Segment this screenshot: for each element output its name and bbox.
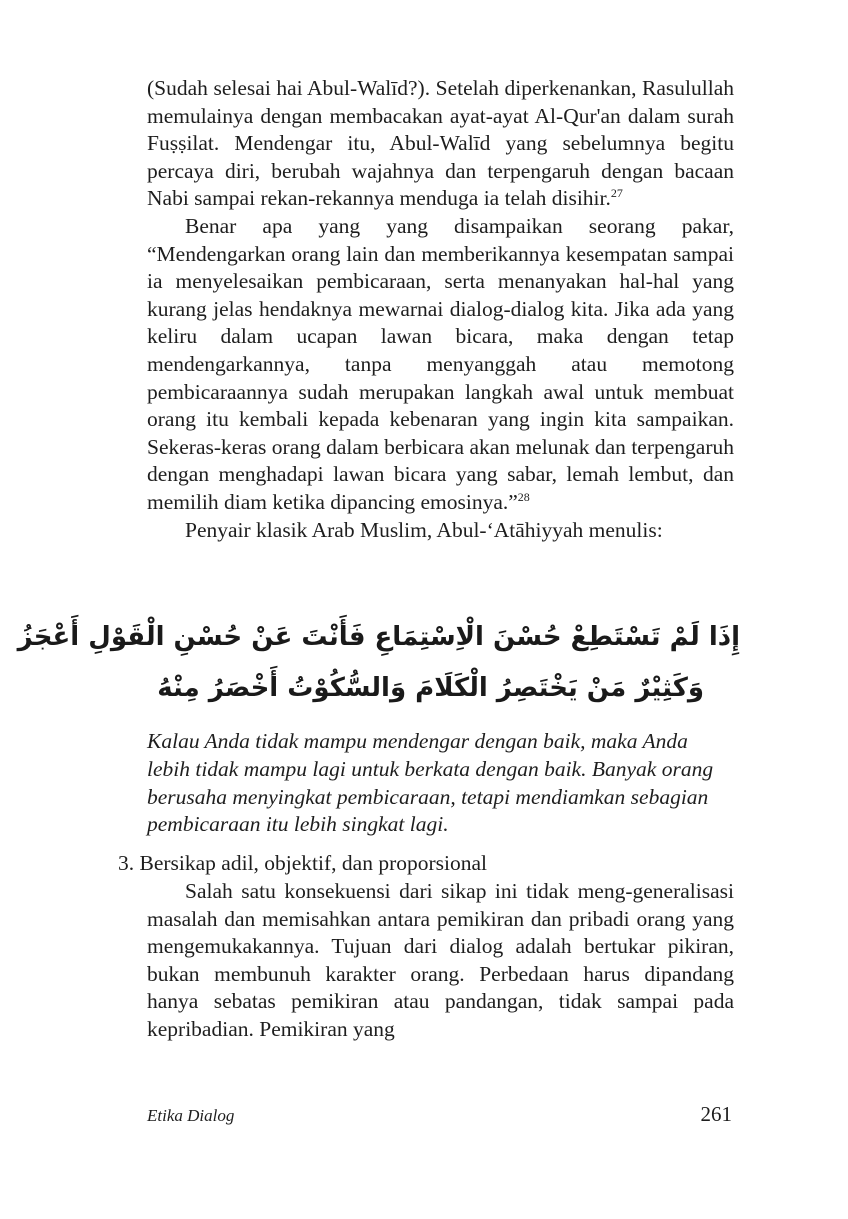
paragraph-abul-walid bbox=[147, 75, 734, 213]
arabic-poem-line-2: وَكَثِيْرٌ مَنْ يَخْتَصِرُ الْكَلَامَ وَالسُّكُوْتُ أَخْصَرُ مِنْهُ bbox=[157, 673, 704, 703]
translation-line: berusaha menyingkat pembicaraan, tetapi mendiamkan sebagian bbox=[147, 784, 709, 809]
poem-translation bbox=[147, 728, 734, 839]
section-3-heading: 3. Bersikap adil, objektif, dan proporsional bbox=[118, 851, 488, 875]
translation-line: Kalau Anda tidak mampu mendengar dengan baik, maka Anda bbox=[147, 729, 688, 753]
paragraph-1-text: (Sudah selesai hai Abul-Walīd?). Setelah diperkenankan, Rasulullah memulainya dengan membacakan ayat-ayat Al-Qur'an dalam surah Fuṣṣilat. Mendengar itu, Abul-Walīd yang sebelumnya begitu percaya diri, berubah wajahnya dan terpengaruh dengan bacaan Nabi sampai rekan-rekannya menduga ia telah disihir. bbox=[147, 76, 734, 211]
paragraph-poet-intro: Penyair klasik Arab Muslim, Abul-‘Atāhiyyah menulis: bbox=[185, 517, 663, 542]
body-text-top bbox=[147, 75, 734, 544]
page-number: 261 bbox=[700, 1102, 732, 1126]
translation-line: lebih tidak mampu lagi untuk berkata dengan baik. Banyak orang bbox=[147, 756, 714, 781]
paragraph-section-3: Salah satu konsekuensi dari sikap ini tidak meng-generalisasi masalah dan memisahkan antara pemikiran dan pribadi orang yang mengemukakannya. Tujuan dari dialog adalah bertukar pikiran, bukan membunuh karakter orang. Perbedaan harus dipandang hanya sebatas pemikiran atau pandangan, tidak sampai pada kepribadian. Pemikiran yang bbox=[147, 879, 734, 1041]
running-footer-title: Etika Dialog bbox=[147, 1106, 235, 1125]
paragraph-2-text: Benar apa yang yang disampaikan seorang pakar, “Mendengarkan orang lain dan memberikannya kesempatan sampai ia menyelesaikan pembicaraan, serta menanyakan hal-hal yang kurang jelas hendaknya mewarnai dialog-dialog kita. Jika ada yang keliru dalam ucapan lawan bicara, maka dengan tetap mendengarkannya, tanpa menyanggah atau memotong pembicaraannya sudah merupakan langkah awal untuk membuat orang itu kembali kepada kebenaran yang ingin kita sampaikan. Sekeras-keras orang dalam berbicara akan melunak dan terpengaruh dengan menghadapi lawan bicara yang sabar, lemah lembut, dan memilih diam ketika dipancing emosinya.” bbox=[147, 213, 734, 514]
arabic-poem-line-1: إِذَا لَمْ تَسْتَطِعْ حُسْنَ الْاِسْتِمَاعِ فَأَنْتَ عَنْ حُسْنِ الْقَوْلِ أَعْجَزُ bbox=[17, 622, 740, 652]
translation-line: pembicaraan itu lebih singkat lagi. bbox=[147, 812, 449, 837]
body-text-bottom bbox=[147, 878, 734, 1044]
footnote-marker: 27 bbox=[610, 186, 623, 201]
paragraph-expert-quote bbox=[147, 213, 734, 517]
footnote-marker: 28 bbox=[517, 489, 530, 504]
